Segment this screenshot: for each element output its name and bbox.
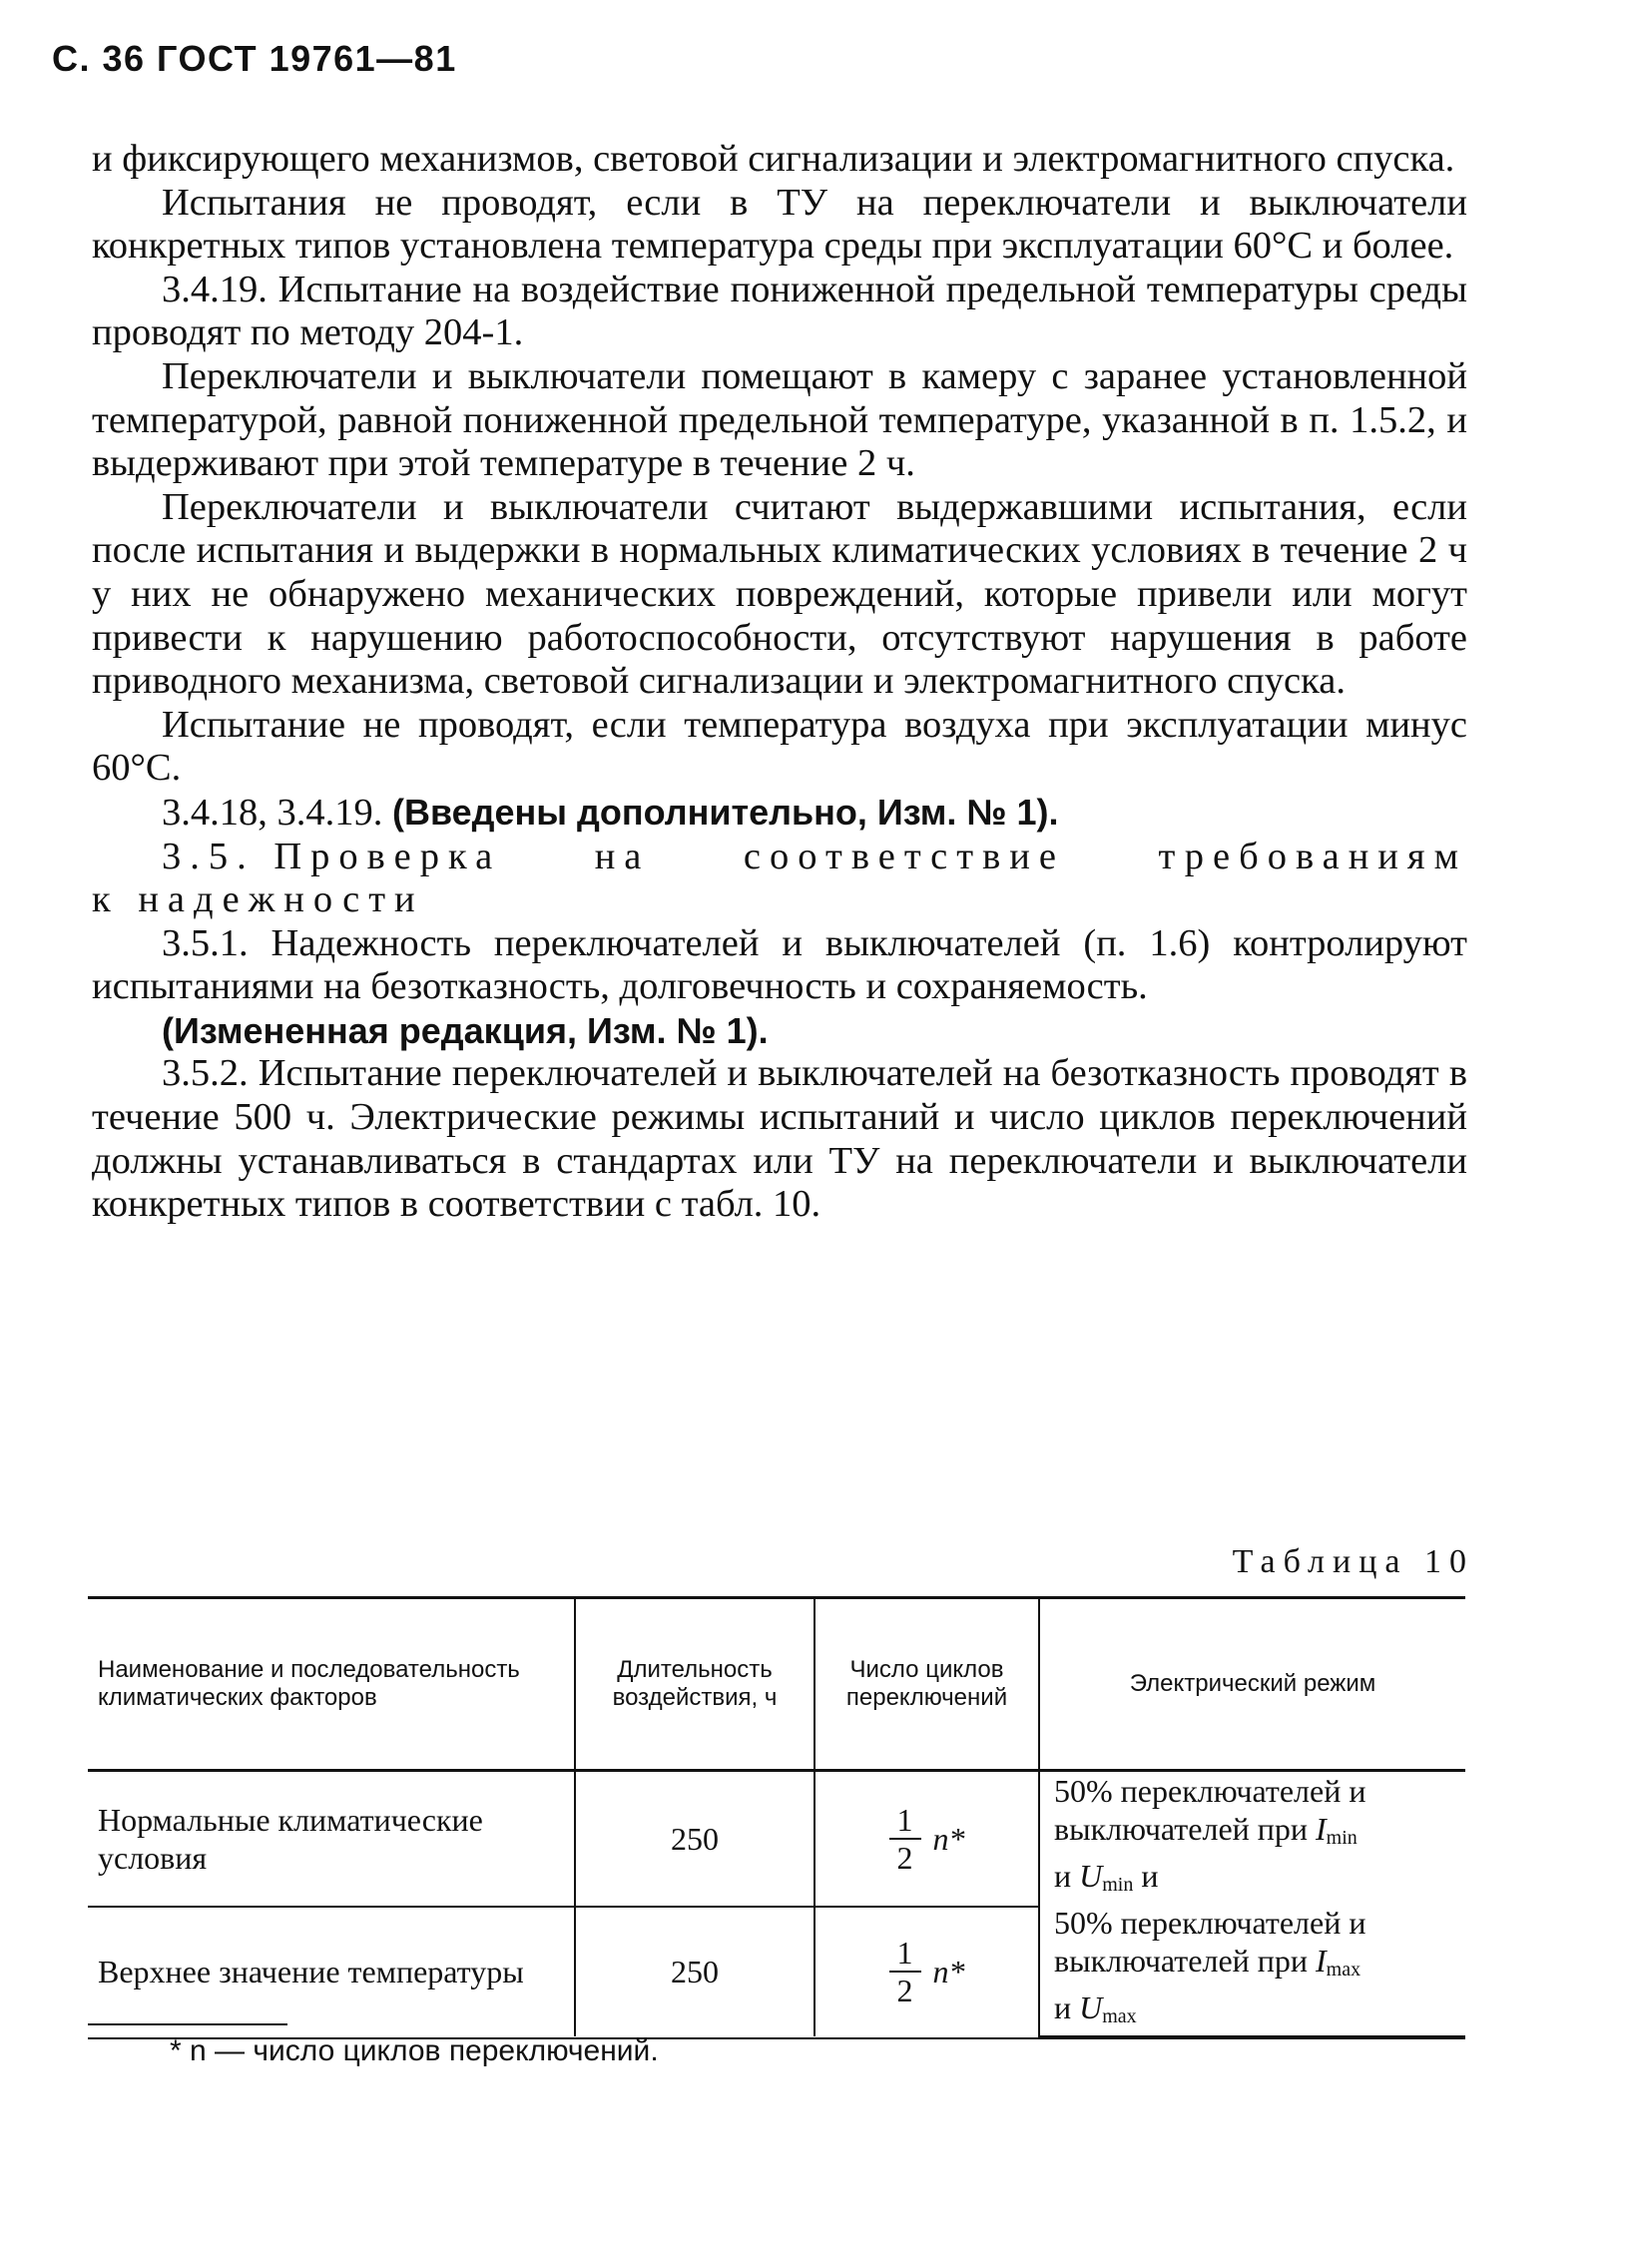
- fraction-numerator: 1: [889, 1935, 921, 1973]
- paragraph: 3.5.2. Испытание переключателей и выключателей на безотказность проводят в течение 500 ч. Электрические режимы испытаний и число циклов переключений должны устанавливаться в стандартах или ТУ на переключатели и выключатели конкретных типов в соответствии с табл. 10.: [92, 1052, 1467, 1226]
- mode-line: выключателей при $I_{max}$: [1054, 1943, 1361, 1981]
- section-heading-3-5: [92, 836, 1467, 879]
- fraction: [889, 1935, 921, 2008]
- paragraph: Испытания не проводят, если в ТУ на переключатели и выключатели конкретных типов установлена температура среды при эксплуатации 60°С и более.: [92, 181, 1467, 268]
- paragraph: 3.5.1. Надежность переключателей и выключателей (п. 1.6) контролируют испытаниями на безотказность, долговечность и сохраняемость.: [92, 921, 1467, 1008]
- mode-line: и $U_{max}$: [1054, 1989, 1137, 2027]
- cycles-cell: [815, 1771, 1039, 1907]
- fraction-denominator: 2: [896, 1973, 913, 2009]
- table-10: [88, 1596, 1465, 2039]
- table-row: [88, 1771, 1465, 1907]
- duration-cell: 250: [575, 1907, 815, 2036]
- mode-line: 50% переключателей и: [1054, 1905, 1366, 1941]
- n-symbol: n*: [932, 1820, 965, 1857]
- factor-cell: Верхнее значение температуры: [88, 1907, 575, 2036]
- fraction-denominator: 2: [896, 1839, 913, 1876]
- column-header: Число циклов переключений: [815, 1599, 1039, 1771]
- column-header: Электрический режим: [1039, 1599, 1465, 1771]
- table-header-row: [88, 1599, 1465, 1771]
- paragraph: и фиксирующего механизмов, световой сигнализации и электромагнитного спуска.: [92, 138, 1455, 180]
- mode-line: выключателей при $I_{min}$: [1054, 1811, 1358, 1849]
- amendment-note: [92, 791, 1467, 836]
- electrical-mode-cell: [1039, 1771, 1465, 2037]
- heading-word: 3.5. Проверка: [162, 835, 502, 877]
- amendment-text: (Введены дополнительно, Изм. № 1).: [392, 791, 1059, 833]
- section-heading-3-5-cont: к надежности: [92, 878, 424, 921]
- paragraph: Переключатели и выключатели помещают в камеру с заранее установленной температурой, равной пониженной предельной температуре, указанной в п. 1.5.2, и выдерживают при этой температуре в течение 2 ч.: [92, 354, 1467, 485]
- amendment-note: (Измененная редакция, Изм. № 1).: [162, 1009, 769, 1051]
- n-symbol: n*: [932, 1954, 965, 1990]
- duration-cell: 250: [575, 1771, 815, 1907]
- paragraph: Испытание не проводят, если температура воздуха при эксплуатации минус 60°С.: [92, 703, 1467, 790]
- heading-word: на: [594, 835, 651, 877]
- amendment-ref: 3.4.18, 3.4.19.: [162, 791, 383, 834]
- footnote: * n — число циклов переключений.: [170, 2034, 659, 2067]
- column-header: Наименование и последовательность климатических факторов: [88, 1599, 575, 1771]
- cycles-cell: [815, 1907, 1039, 2036]
- mode-line: и $U_{min}$ и: [1054, 1858, 1159, 1896]
- footnote-rule: [88, 2023, 287, 2025]
- paragraph: Переключатели и выключатели считают выдержавшими испытания, если после испытания и выдержки в нормальных климатических условиях в течение 2 ч у них не обнаружено механических повреждений, которые привели или могут привести к нарушению работоспособности, отсутствуют нарушения в работе приводного механизма, световой сигнализации и электромагнитного спуска.: [92, 485, 1467, 703]
- paragraph: 3.4.19. Испытание на воздействие пониженной предельной температуры среды проводят по методу 204-1.: [92, 268, 1467, 354]
- fraction: [889, 1802, 921, 1876]
- page-header: С. 36 ГОСТ 19761—81: [52, 38, 457, 79]
- document-body: [92, 138, 1467, 1227]
- table-caption: Таблица 10: [1232, 1543, 1474, 1580]
- heading-word: соответствие: [743, 835, 1065, 877]
- column-header: Длительность воздействия, ч: [575, 1599, 815, 1771]
- factor-cell: Нормальные климатические условия: [88, 1771, 575, 1907]
- fraction-numerator: 1: [889, 1802, 921, 1840]
- heading-word: требованиям: [1158, 835, 1467, 877]
- mode-line: 50% переключателей и: [1054, 1773, 1366, 1809]
